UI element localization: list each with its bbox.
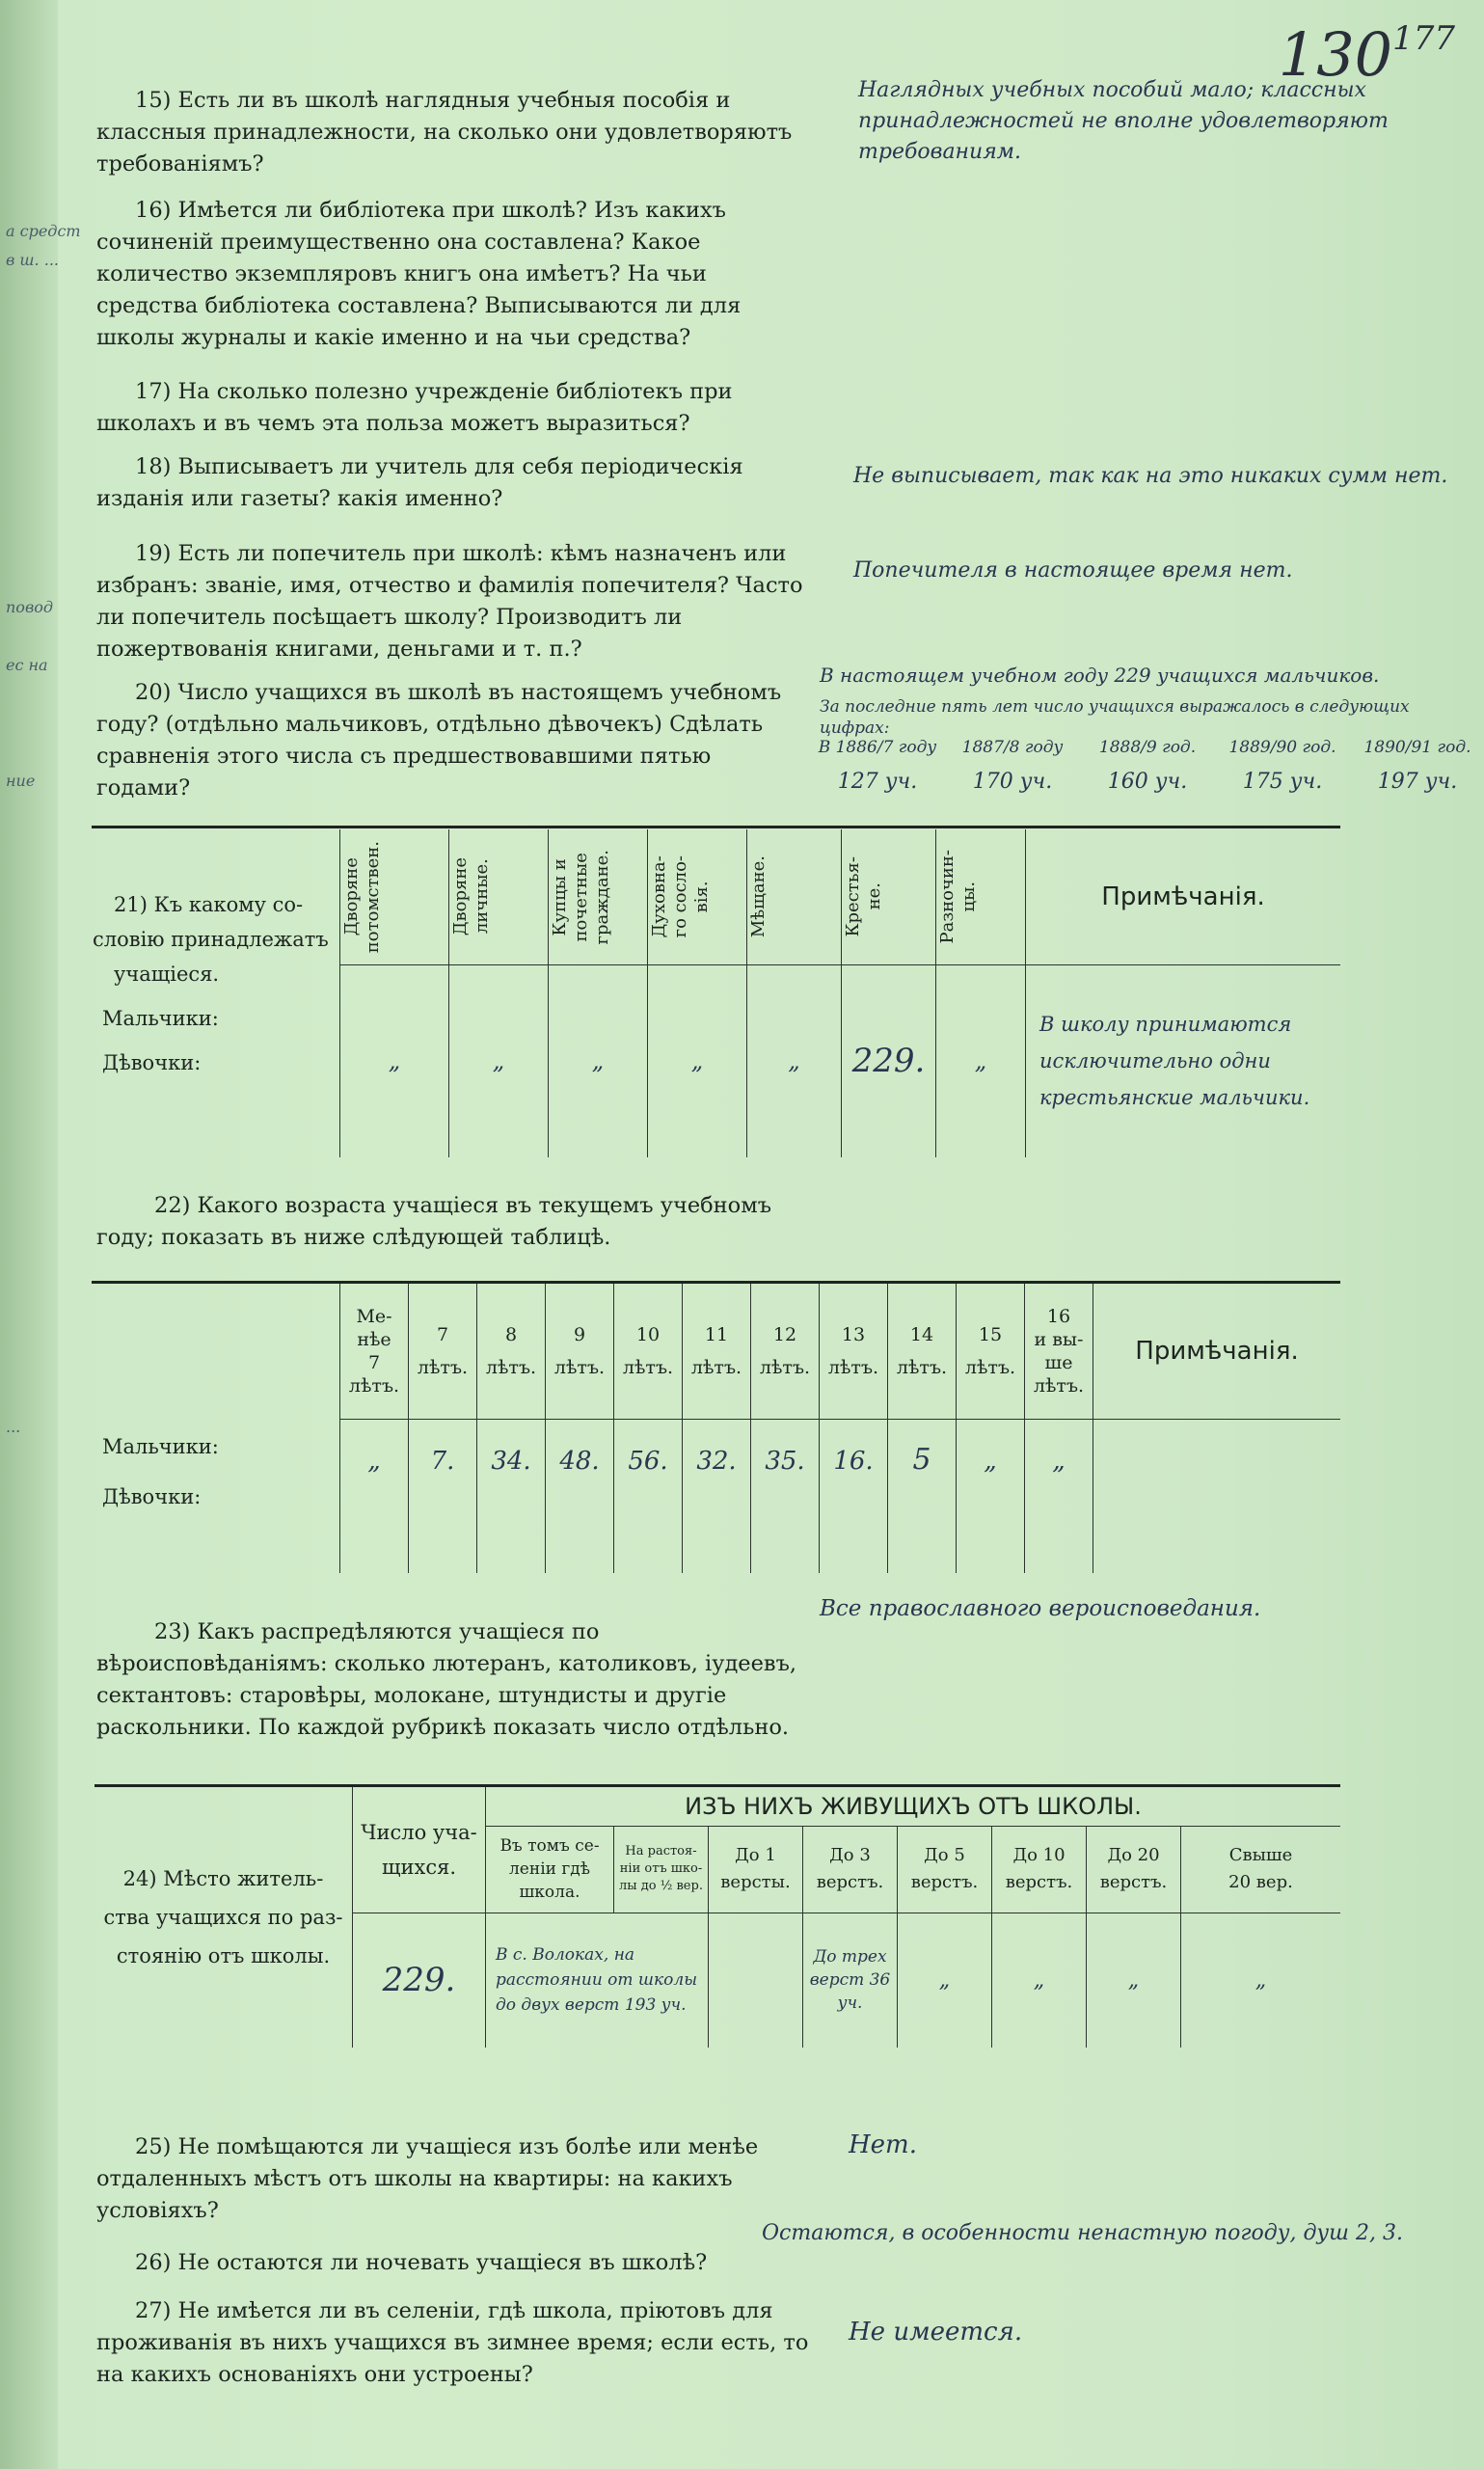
question-16: 16) Имѣется ли библіотека при школѣ? Изъ какихъ сочиненій преимущественно она составлена? Какое количество экземпляровъ книгъ она имѣетъ? На чьи средства библіотека составлена? Выписываются ли для школы журналы и какіе именно и на чьи средства? [96,198,742,350]
table-24-label-line: стоянію отъ школы. [116,1944,331,1967]
margin-note: в ш. ... [6,251,59,269]
answer-15: Наглядных учебных пособий мало; классных принадлежностей не вполне удовлетворяют требованиям. [858,78,1389,164]
cell-in-village-and-half-verst: В с. Волоках, на расстоянии от школы до двух верст 193 уч. [486,1913,709,2048]
column-header: 9 лѣтъ. [546,1284,614,1419]
enrollment-year-entry [1220,737,1345,794]
enrollment-year: 1889/90 год. [1228,738,1336,757]
table-24-label [94,1787,353,2048]
table-21-top-rule [92,826,1340,828]
cell-age-11: 32. [683,1419,751,1573]
column-header-text: Духовна- го сосло- вія. [649,855,712,938]
answer-18: Не выписывает, так как на это никаких сумм нет. [853,464,1448,488]
column-header: До 3 верстъ. [803,1826,898,1913]
enrollment-year: 1888/9 год. [1098,738,1197,757]
page-binding [0,0,58,2469]
answer-26: Остаются, в особенности ненастную погоду, душ 2, 3. [762,2221,1403,2245]
cell-age-8: 34. [477,1419,546,1573]
column-header: 14 лѣтъ. [888,1284,957,1419]
enrollment-year: 1890/91 год. [1363,738,1471,757]
answer-23: Все православного вероисповедания. [820,1596,1261,1621]
page-number-main: 130 [1278,19,1393,90]
cell-age-16-plus: „ [1025,1419,1093,1573]
question-15: 15) Есть ли въ школѣ наглядныя учебныя пособія и классныя принадлежности, на сколько они удовлетворяютъ требованіямъ? [96,88,793,176]
page-number-alt: 177 [1392,19,1455,58]
column-header: Ме- нѣе 7 лѣтъ. [340,1284,409,1419]
column-header [549,829,648,964]
cell-boys-peasants: 229. [842,964,936,1157]
cell-age-9: 48. [546,1419,614,1573]
question-18: 18) Выписываетъ ли учитель для себя періодическія изданія или газеты? какія именно? [96,454,743,511]
table-residence-distance [94,1787,1340,2048]
table-21-label-line: учащіеся. [114,963,220,986]
column-header: До 20 верстъ. [1087,1826,1181,1913]
cell-boys-townspeople: „ [747,964,842,1157]
column-header: До 10 верстъ. [992,1826,1087,1913]
notes-header: Примѣчанія. [1093,1284,1341,1419]
column-header-count: Число уча- щихся. [353,1787,486,1913]
cell-age-13: 16. [820,1419,888,1573]
cell-notes [1093,1419,1341,1573]
enrollment-history [815,737,1480,794]
answer-20-line2: За последние пять лет число учащихся выражалось в следующих цифрах: [820,697,1410,738]
cell-boys-hereditary-nobles: „ [340,964,449,1157]
enrollment-count: 160 уч. [1107,770,1188,794]
column-header: На растоя- ніи отъ шко- лы до ½ вер. [614,1826,709,1913]
column-header [340,829,449,964]
column-header: 15 лѣтъ. [957,1284,1025,1419]
enrollment-year-entry [950,737,1075,794]
column-header: 8 лѣтъ. [477,1284,546,1419]
margin-note: ... [6,1418,21,1436]
column-header: 12 лѣтъ. [751,1284,820,1419]
column-header [449,829,549,964]
cell-boys-raznochintsy: „ [936,964,1026,1157]
column-header: Въ томъ се- леніи гдѣ школа. [486,1826,614,1913]
cell-to-3-versts: До трех верст 36 уч. [803,1913,898,2048]
enrollment-year-entry [1355,737,1480,794]
row-label-boys: Мальчики: [102,1007,219,1030]
margin-note: ес на [6,656,48,674]
cell-to-1-verst [709,1913,803,2048]
question-17: 17) На сколько полезно учрежденіе библіотекъ при школахъ и въ чемъ эта польза можетъ выразиться? [96,379,733,436]
enrollment-year: 1887/8 году [961,738,1064,757]
column-header [648,829,747,964]
cell-age-7: 7. [409,1419,477,1573]
column-header: 13 лѣтъ. [820,1284,888,1419]
enrollment-year: В 1886/7 году [818,738,937,757]
table-24-label-line: ства учащихся по раз- [103,1906,343,1929]
column-header-text: Мѣщане. [748,855,769,938]
table-24-label-line: 24) Мѣсто житель- [122,1867,324,1890]
column-header-text: Дворяне личные. [450,857,492,936]
column-header: До 5 верстъ. [898,1826,992,1913]
column-header-text: Разночин- цы. [937,850,979,944]
cell-boys-personal-nobles: „ [449,964,549,1157]
cell-total-count: 229. [353,1913,486,2048]
answer-27: Не имеется. [849,2318,1023,2347]
column-header: До 1 версты. [709,1826,803,1913]
margin-note: повод [6,598,54,616]
cell-to-5-versts: „ [898,1913,992,2048]
column-header: 10 лѣтъ. [614,1284,683,1419]
row-label-boys: Мальчики: [102,1434,219,1458]
enrollment-count: 127 уч. [837,770,918,794]
row-label-girls: Дѣвочки: [102,1051,202,1074]
margin-note: а средст [6,222,81,240]
question-22: 22) Какого возраста учащіеся въ текущемъ учебномъ году; показать въ ниже слѣдующей таблицѣ. [96,1193,772,1250]
enrollment-count: 170 уч. [972,770,1053,794]
enrollment-year-entry [815,737,940,794]
cell-age-under-7: „ [340,1419,409,1573]
question-20: 20) Число учащихся въ школѣ въ настоящемъ учебномъ году? (отдѣльно мальчиковъ, отдѣльно дѣвочекъ) Сдѣлать сравненія этого числа съ предшествовавшими пятью годами? [96,680,782,800]
table-21-label [92,829,340,1157]
table-22-row-labels [92,1284,340,1573]
question-26: 26) Не остаются ли ночевать учащіеся въ школѣ? [135,2250,708,2275]
column-header [747,829,842,964]
enrollment-count: 197 уч. [1377,770,1458,794]
question-23: 23) Какъ распредѣляются учащіеся по вѣроисповѣданіямъ: сколько лютеранъ, католиковъ, іудеевъ, сектантовъ: старовѣры, молокане, штундисты и другіе раскольники. По каждой рубрикѣ показать число отдѣльно. [96,1619,797,1740]
column-header-text: Купцы и почетные граждане. [550,849,612,944]
column-header: 16 и вы- ше лѣтъ. [1025,1284,1093,1419]
cell-notes: В школу принимаются исключительно одни крестьянские мальчики. [1026,964,1341,1157]
column-group-header: ИЗЪ НИХЪ ЖИВУЩИХЪ ОТЪ ШКОЛЫ. [486,1787,1341,1826]
cell-to-10-versts: „ [992,1913,1087,2048]
enrollment-year-entry [1085,737,1210,794]
row-label-girls: Дѣвочки: [102,1484,202,1508]
column-header-text: Крестья- не. [843,856,884,937]
cell-to-20-versts: „ [1087,1913,1181,2048]
cell-over-20-versts: „ [1181,1913,1341,2048]
question-19: 19) Есть ли попечитель при школѣ: кѣмъ назначенъ или избранъ: званіе, имя, отчество и фамилія попечителя? Часто ли попечитель посѣщаетъ школу? Производитъ ли пожертвованія книгами, деньгами и т. п.? [96,541,803,662]
column-header: Свыше 20 вер. [1181,1826,1341,1913]
column-header [842,829,936,964]
cell-boys-merchants: „ [549,964,648,1157]
table-21-label-line: словію принадлежатъ [93,928,329,951]
table-21-label-line: 21) Къ какому со- [114,893,304,916]
cell-boys-clergy: „ [648,964,747,1157]
cell-age-14: 5 [888,1419,957,1573]
question-27: 27) Не имѣется ли въ селеніи, гдѣ школа, пріютовъ для проживанія въ нихъ учащихся въ зимнее время; если есть, то на какихъ основаніяхъ они устроены? [96,2298,809,2387]
cell-age-10: 56. [614,1419,683,1573]
answer-19: Попечителя в настоящее время нет. [853,558,1293,583]
table-class-origin [92,829,1340,1157]
column-header-text: Дворяне потомствен. [341,840,383,953]
cell-age-15: „ [957,1419,1025,1573]
question-25: 25) Не помѣщаются ли учащіеся изъ болѣе или менѣе отдаленныхъ мѣстъ отъ школы на квартиры: на какихъ условіяхъ? [96,2134,759,2223]
column-header: 11 лѣтъ. [683,1284,751,1419]
column-header [936,829,1026,964]
enrollment-count: 175 уч. [1242,770,1323,794]
cell-age-12: 35. [751,1419,820,1573]
margin-note: ние [6,772,36,790]
notes-header: Примѣчанія. [1026,829,1341,964]
answer-25: Нет. [849,2130,917,2159]
table-age [92,1284,1340,1573]
column-header: 7 лѣтъ. [409,1284,477,1419]
answer-20-line1: В настоящем учебном году 229 учащихся мальчиков. [820,664,1380,687]
